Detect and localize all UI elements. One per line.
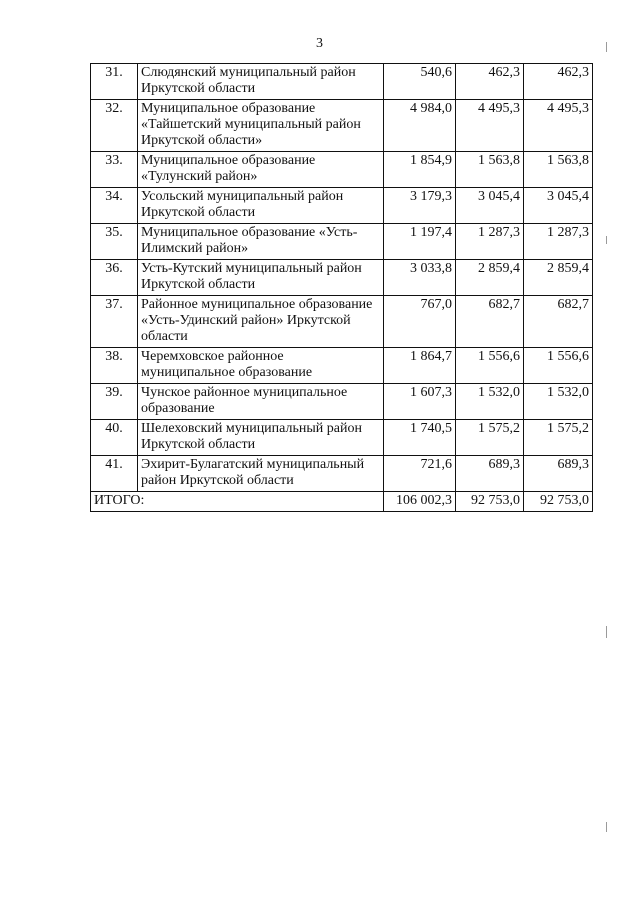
total-row <box>91 492 593 512</box>
value-column-3: 2 859,4 <box>524 260 593 296</box>
value-column-3: 3 045,4 <box>524 188 593 224</box>
row-number: 33. <box>91 152 138 188</box>
municipality-name: Районное муниципальное образование «Усть-Удинский район» Иркутской области <box>138 296 384 348</box>
table-row <box>91 420 593 456</box>
value-column-2: 462,3 <box>456 64 524 100</box>
value-column-2: 689,3 <box>456 456 524 492</box>
value-column-3: 1 575,2 <box>524 420 593 456</box>
table-row <box>91 456 593 492</box>
budget-allocation-table <box>90 63 593 512</box>
scan-artifact-mark <box>606 236 607 244</box>
row-number: 37. <box>91 296 138 348</box>
total-value-column-2: 92 753,0 <box>456 492 524 512</box>
row-number: 38. <box>91 348 138 384</box>
scan-artifact-mark <box>606 822 607 832</box>
table-row <box>91 348 593 384</box>
value-column-1: 1 854,9 <box>384 152 456 188</box>
row-number: 39. <box>91 384 138 420</box>
value-column-2: 1 287,3 <box>456 224 524 260</box>
table-row <box>91 224 593 260</box>
total-value-column-3: 92 753,0 <box>524 492 593 512</box>
table-row <box>91 188 593 224</box>
table-row <box>91 100 593 152</box>
municipality-name: Муниципальное образование «Тулунский район» <box>138 152 384 188</box>
value-column-1: 767,0 <box>384 296 456 348</box>
value-column-3: 1 563,8 <box>524 152 593 188</box>
value-column-1: 4 984,0 <box>384 100 456 152</box>
row-number: 34. <box>91 188 138 224</box>
value-column-1: 1 607,3 <box>384 384 456 420</box>
value-column-3: 462,3 <box>524 64 593 100</box>
value-column-1: 1 864,7 <box>384 348 456 384</box>
municipality-name: Слюдянский муниципальный район Иркутской области <box>138 64 384 100</box>
value-column-3: 1 532,0 <box>524 384 593 420</box>
value-column-3: 689,3 <box>524 456 593 492</box>
value-column-2: 3 045,4 <box>456 188 524 224</box>
value-column-3: 1 556,6 <box>524 348 593 384</box>
municipality-name: Черемховское районное муниципальное образование <box>138 348 384 384</box>
value-column-2: 1 563,8 <box>456 152 524 188</box>
value-column-1: 721,6 <box>384 456 456 492</box>
table-row <box>91 296 593 348</box>
value-column-2: 2 859,4 <box>456 260 524 296</box>
table-row <box>91 260 593 296</box>
municipality-name: Эхирит-Булагатский муниципальный район Иркутской области <box>138 456 384 492</box>
value-column-3: 1 287,3 <box>524 224 593 260</box>
row-number: 32. <box>91 100 138 152</box>
scan-artifact-mark <box>606 626 607 638</box>
value-column-3: 4 495,3 <box>524 100 593 152</box>
municipality-name: Усть-Кутский муниципальный район Иркутской области <box>138 260 384 296</box>
municipality-name: Чунское районное муниципальное образование <box>138 384 384 420</box>
value-column-3: 682,7 <box>524 296 593 348</box>
value-column-2: 1 532,0 <box>456 384 524 420</box>
value-column-1: 3 033,8 <box>384 260 456 296</box>
municipality-name: Муниципальное образование «Усть-Илимский район» <box>138 224 384 260</box>
value-column-2: 682,7 <box>456 296 524 348</box>
table-row <box>91 384 593 420</box>
total-value-column-1: 106 002,3 <box>384 492 456 512</box>
value-column-1: 540,6 <box>384 64 456 100</box>
value-column-2: 4 495,3 <box>456 100 524 152</box>
row-number: 35. <box>91 224 138 260</box>
municipality-name: Муниципальное образование «Тайшетский муниципальный район Иркутской области» <box>138 100 384 152</box>
value-column-1: 3 179,3 <box>384 188 456 224</box>
total-label: ИТОГО: <box>91 492 384 512</box>
table-row <box>91 64 593 100</box>
table-row <box>91 152 593 188</box>
value-column-2: 1 556,6 <box>456 348 524 384</box>
scan-artifact-mark <box>606 42 607 52</box>
value-column-1: 1 197,4 <box>384 224 456 260</box>
municipality-name: Усольский муниципальный район Иркутской области <box>138 188 384 224</box>
row-number: 36. <box>91 260 138 296</box>
row-number: 41. <box>91 456 138 492</box>
value-column-1: 1 740,5 <box>384 420 456 456</box>
municipality-name: Шелеховский муниципальный район Иркутской области <box>138 420 384 456</box>
value-column-2: 1 575,2 <box>456 420 524 456</box>
row-number: 40. <box>91 420 138 456</box>
row-number: 31. <box>91 64 138 100</box>
page-number: 3 <box>316 36 323 51</box>
